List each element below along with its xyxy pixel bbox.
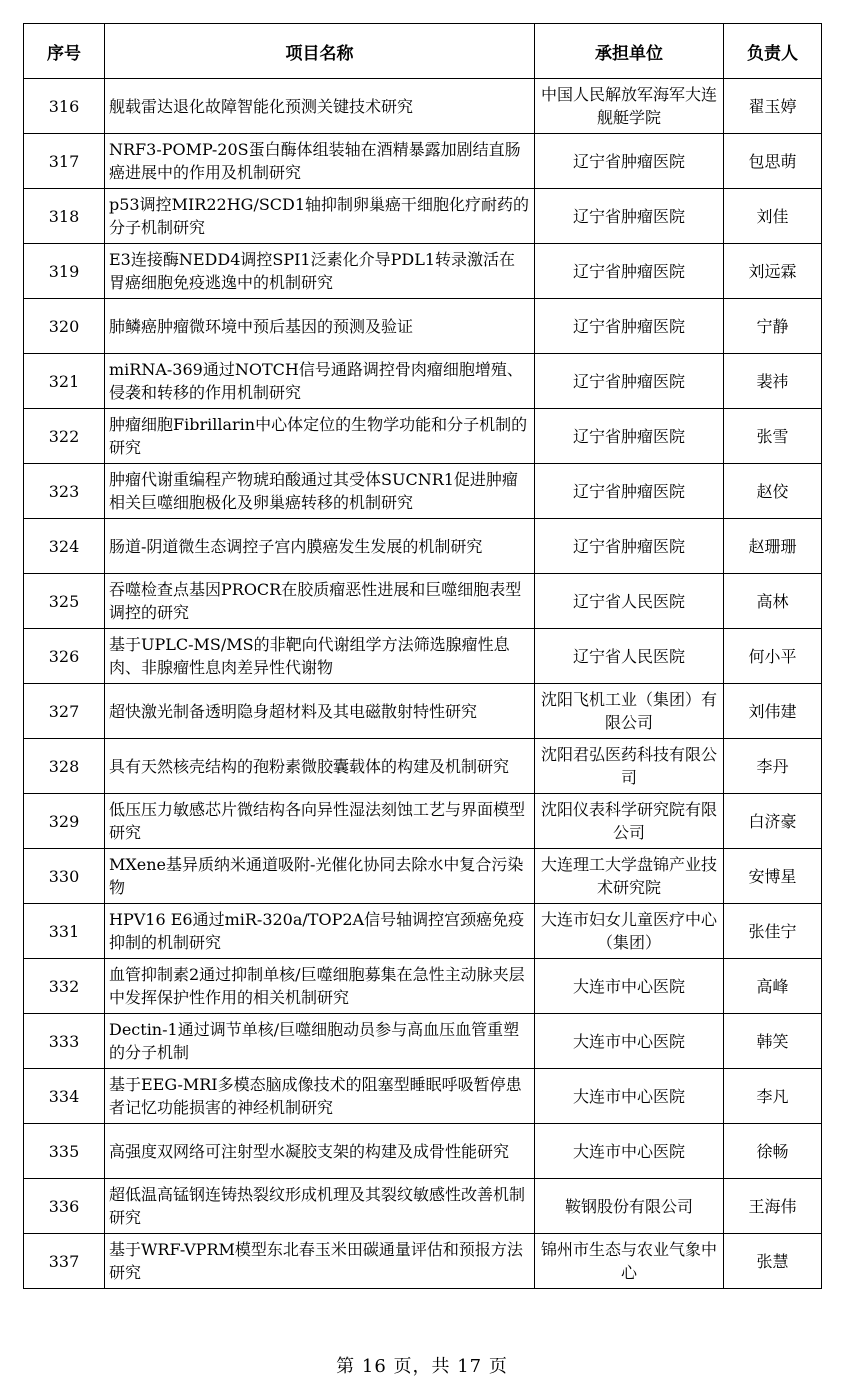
unit-cell: 辽宁省人民医院 [535, 574, 724, 629]
project-name-cell: Dectin-1通过调节单核/巨噬细胞动员参与高血压血管重塑的分子机制 [109, 1020, 520, 1062]
person-cell: 李丹 [724, 739, 822, 794]
person-cell: 赵佼 [724, 464, 822, 519]
unit-cell: 沈阳飞机工业（集团）有限公司 [535, 684, 724, 739]
row-number: 332 [24, 959, 105, 1014]
row-number: 323 [24, 464, 105, 519]
row-number: 318 [24, 189, 105, 244]
project-name-cell-wrap [105, 299, 535, 354]
row-number: 331 [24, 904, 105, 959]
unit-cell: 沈阳君弘医药科技有限公司 [535, 739, 724, 794]
page-footer: 第 16 页，共 17 页 [336, 1356, 508, 1377]
table-row [24, 519, 822, 574]
project-name-cell: MXene基异质纳米通道吸附-光催化协同去除水中复合污染物 [109, 855, 524, 897]
table-row [24, 244, 822, 299]
project-name-cell: E3连接酶NEDD4调控SPI1泛素化介导PDL1转录激活在胃癌细胞免疫逃逸中的机制研究 [109, 250, 516, 292]
project-name-cell-wrap [105, 794, 535, 849]
project-name-cell-wrap [105, 79, 535, 134]
unit-cell: 辽宁省肿瘤医院 [535, 354, 724, 409]
header-unit: 承担单位 [535, 24, 724, 79]
unit-cell: 大连市中心医院 [535, 959, 724, 1014]
row-number: 327 [24, 684, 105, 739]
unit-cell: 中国人民解放军海军大连舰艇学院 [535, 79, 724, 134]
unit-cell: 鞍钢股份有限公司 [535, 1179, 724, 1234]
unit-cell: 辽宁省肿瘤医院 [535, 299, 724, 354]
project-name-cell-wrap [105, 409, 535, 464]
unit-cell: 大连市中心医院 [535, 1124, 724, 1179]
table-row [24, 354, 822, 409]
table-row [24, 1069, 822, 1124]
unit-cell: 辽宁省肿瘤医院 [535, 134, 724, 189]
project-name-cell: HPV16 E6通过miR-320a/TOP2A信号轴调控宫颈癌免疫抑制的机制研究 [109, 910, 525, 952]
unit-cell: 沈阳仪表科学研究院有限公司 [535, 794, 724, 849]
row-number: 319 [24, 244, 105, 299]
row-number: 321 [24, 354, 105, 409]
person-cell: 韩笑 [724, 1014, 822, 1069]
person-cell: 宁静 [724, 299, 822, 354]
person-cell: 安博星 [724, 849, 822, 904]
unit-cell: 辽宁省肿瘤医院 [535, 519, 724, 574]
row-number: 334 [24, 1069, 105, 1124]
table-row [24, 134, 822, 189]
person-cell: 裴祎 [724, 354, 822, 409]
row-number: 317 [24, 134, 105, 189]
project-name-cell: 吞噬检查点基因PROCR在胶质瘤恶性进展和巨噬细胞表型调控的研究 [109, 580, 522, 622]
unit-cell: 辽宁省人民医院 [535, 629, 724, 684]
project-name-cell: 基于WRF-VPRM模型东北春玉米田碳通量评估和预报方法研究 [109, 1240, 523, 1282]
row-number: 320 [24, 299, 105, 354]
row-number: 328 [24, 739, 105, 794]
person-cell: 刘远霖 [724, 244, 822, 299]
project-name-cell: 具有天然核壳结构的孢粉素微胶囊载体的构建及机制研究 [109, 756, 510, 776]
row-number: 329 [24, 794, 105, 849]
person-cell: 徐畅 [724, 1124, 822, 1179]
project-name-cell: 基于EEG-MRI多模态脑成像技术的阻塞型睡眠呼吸暂停患者记忆功能损害的神经机制研究 [109, 1075, 522, 1117]
project-name-cell-wrap [105, 1069, 535, 1124]
table-row [24, 959, 822, 1014]
row-number: 322 [24, 409, 105, 464]
table-row [24, 904, 822, 959]
project-name-cell-wrap [105, 134, 535, 189]
project-name-cell: 超快激光制备透明隐身超材料及其电磁散射特性研究 [109, 701, 478, 721]
table-row [24, 684, 822, 739]
project-name-cell-wrap [105, 1234, 535, 1289]
table-row [24, 794, 822, 849]
unit-cell: 大连理工大学盘锦产业技术研究院 [535, 849, 724, 904]
project-name-cell-wrap [105, 739, 535, 794]
table-row [24, 299, 822, 354]
project-name-cell-wrap [105, 1179, 535, 1234]
row-number: 324 [24, 519, 105, 574]
person-cell: 高峰 [724, 959, 822, 1014]
project-name-cell-wrap [105, 1014, 535, 1069]
project-name-cell: 肿瘤细胞Fibrillarin中心体定位的生物学功能和分子机制的研究 [109, 415, 528, 457]
row-number: 326 [24, 629, 105, 684]
project-name-cell: 超低温高锰钢连铸热裂纹形成机理及其裂纹敏感性改善机制研究 [109, 1185, 526, 1227]
table-row [24, 464, 822, 519]
row-number: 337 [24, 1234, 105, 1289]
unit-cell: 辽宁省肿瘤医院 [535, 189, 724, 244]
table-row [24, 79, 822, 134]
project-name-cell: NRF3-POMP-20S蛋白酶体组装轴在酒精暴露加剧结直肠癌进展中的作用及机制研究 [109, 140, 521, 182]
table-row [24, 739, 822, 794]
table-row [24, 849, 822, 904]
project-name-cell-wrap [105, 354, 535, 409]
table-row [24, 629, 822, 684]
person-cell: 刘佳 [724, 189, 822, 244]
row-number: 316 [24, 79, 105, 134]
unit-cell: 大连市中心医院 [535, 1069, 724, 1124]
project-name-cell: miRNA-369通过NOTCH信号通路调控骨肉瘤细胞增殖、侵袭和转移的作用机制研究 [109, 360, 523, 402]
person-cell: 王海伟 [724, 1179, 822, 1234]
header-project-name: 项目名称 [105, 24, 535, 79]
unit-cell: 辽宁省肿瘤医院 [535, 409, 724, 464]
row-number: 333 [24, 1014, 105, 1069]
project-name-cell-wrap [105, 189, 535, 244]
table-row [24, 1179, 822, 1234]
unit-cell: 辽宁省肿瘤医院 [535, 464, 724, 519]
unit-cell: 大连市妇女儿童医疗中心（集团） [535, 904, 724, 959]
person-cell: 刘伟建 [724, 684, 822, 739]
project-name-cell-wrap [105, 629, 535, 684]
project-name-cell-wrap [105, 519, 535, 574]
table-row [24, 574, 822, 629]
project-name-cell: 高强度双网络可注射型水凝胶支架的构建及成骨性能研究 [109, 1141, 510, 1161]
project-name-cell-wrap [105, 849, 535, 904]
project-name-cell-wrap [105, 574, 535, 629]
project-name-cell-wrap [105, 464, 535, 519]
table-row [24, 1014, 822, 1069]
person-cell: 翟玉婷 [724, 79, 822, 134]
row-number: 330 [24, 849, 105, 904]
project-name-cell-wrap [105, 904, 535, 959]
project-name-cell: 肺鳞癌肿瘤微环境中预后基因的预测及验证 [109, 316, 414, 336]
table-header-row [24, 24, 822, 79]
person-cell: 张慧 [724, 1234, 822, 1289]
project-name-cell-wrap [105, 959, 535, 1014]
row-number: 325 [24, 574, 105, 629]
project-name-cell: 低压压力敏感芯片微结构各向异性湿法刻蚀工艺与界面模型研究 [109, 800, 526, 842]
table-row [24, 189, 822, 244]
person-cell: 李凡 [724, 1069, 822, 1124]
person-cell: 张佳宁 [724, 904, 822, 959]
row-number: 336 [24, 1179, 105, 1234]
header-number: 序号 [24, 24, 105, 79]
person-cell: 白济豪 [724, 794, 822, 849]
unit-cell: 锦州市生态与农业气象中心 [535, 1234, 724, 1289]
person-cell: 高林 [724, 574, 822, 629]
header-person: 负责人 [724, 24, 822, 79]
project-name-cell: 血管抑制素2通过抑制单核/巨噬细胞募集在急性主动脉夹层中发挥保护性作用的相关机制研究 [109, 965, 525, 1007]
table-row [24, 409, 822, 464]
project-name-cell: 舰载雷达退化故障智能化预测关键技术研究 [109, 96, 414, 116]
project-name-cell: 肠道-阴道微生态调控子宫内膜癌发生发展的机制研究 [109, 536, 483, 556]
unit-cell: 辽宁省肿瘤医院 [535, 244, 724, 299]
person-cell: 包思萌 [724, 134, 822, 189]
person-cell: 赵珊珊 [724, 519, 822, 574]
row-number: 335 [24, 1124, 105, 1179]
project-name-cell: 肿瘤代谢重编程产物琥珀酸通过其受体SUCNR1促进肿瘤相关巨噬细胞极化及卵巢癌转移的机制研究 [109, 470, 518, 512]
project-name-cell-wrap [105, 244, 535, 299]
table-row [24, 1124, 822, 1179]
unit-cell: 大连市中心医院 [535, 1014, 724, 1069]
project-name-cell: 基于UPLC-MS/MS的非靶向代谢组学方法筛选腺瘤性息肉、非腺瘤性息肉差异性代谢物 [109, 635, 510, 677]
project-table [23, 23, 822, 1289]
project-name-cell: p53调控MIR22HG/SCD1轴抑制卵巢癌干细胞化疗耐药的分子机制研究 [109, 195, 530, 237]
person-cell: 张雪 [724, 409, 822, 464]
table-row [24, 1234, 822, 1289]
project-name-cell-wrap [105, 1124, 535, 1179]
project-name-cell-wrap [105, 684, 535, 739]
person-cell: 何小平 [724, 629, 822, 684]
